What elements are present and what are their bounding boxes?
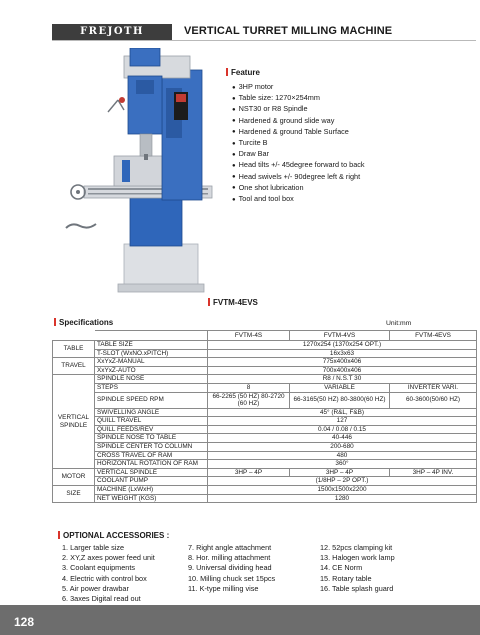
feature-item: ● Tool and tool box [232,194,365,205]
table-row [53,477,477,486]
list-item: 4. Electric with control box [62,573,147,583]
list-item: 14. CE Norm [320,563,363,573]
feature-item: ● Table size: 1270×254mm [232,93,365,104]
table-row [53,434,477,443]
table-row [53,451,477,460]
row-value: 127 [208,417,477,426]
row-value: 360° [208,460,477,469]
accessories-list [320,543,395,594]
row-label: SPINDLE SPEED RPM [95,392,208,408]
table-row [53,425,477,434]
list-item: 1. Larger table size [62,543,125,552]
row-label: NET WEIGHT (KGS) [95,494,208,503]
row-value: 66-2265 (50 HZ) 80-2720 (60 HZ) [208,392,290,408]
group-label: MOTOR [53,468,95,485]
row-value: 1270x254 (1370x254 OPT.) [208,341,477,350]
row-label: QUILL TRAVEL [95,417,208,426]
row-value: 775x400x406 [208,358,477,367]
row-value: 45° (R&L, F&B) [208,408,477,417]
accent-bar [226,68,228,76]
feature-item: ● Hardened & ground slide way [232,116,365,127]
model-caption [208,298,258,307]
group-label: VERTICAL SPINDLE [53,375,95,468]
row-value: 3HP – 4P INV. [390,468,477,477]
accent-bar [208,298,210,306]
feature-item: ● 3HP motor [232,82,365,93]
empty-header-cell [95,331,208,341]
list-item: 5. Air power drawbar [62,583,129,593]
row-value: 1500x1500x2200 [208,485,477,494]
model-header: FVTM-4S [208,331,290,341]
list-item: 2. XY,Z axes power feed unit [62,553,155,563]
row-label: HORIZONTAL ROTATION OF RAM [95,460,208,469]
table-row [53,392,477,408]
row-label: STEPS [95,383,208,392]
row-label: SPINDLE CENTER TO COLUMN [95,442,208,451]
table-row [53,494,477,503]
list-item: 11. K-type milling vise [188,583,259,593]
feature-item: ● NST30 or R8 Spindle [232,104,365,115]
row-label: CROSS TRAVEL OF RAM [95,451,208,460]
list-item: 15. Rotary table [320,573,372,583]
row-label: MACHINE (LxWxH) [95,485,208,494]
list-item: 6. 3axes Digital read out [62,594,141,604]
header-divider [52,40,476,41]
table-row [53,417,477,426]
list-item: 16. Table splash guard [320,583,394,593]
row-value: 200-680 [208,442,477,451]
list-item: 9. Universal dividing head [188,563,272,573]
empty-header-cell [53,331,95,341]
specifications-table [52,330,476,503]
feature-item: ● One shot lubrication [232,183,365,194]
row-value: VARIABLE [290,383,390,392]
feature-item: ● Head tilts +/- 45degree forward to back [232,160,365,171]
list-item: 13. Halogen work lamp [320,553,395,563]
row-label: QUILL FEEDS/REV [95,425,208,434]
table-row [53,349,477,358]
model-caption-text: FVTM-4EVS [213,298,258,307]
row-value: 40-446 [208,434,477,443]
table-header-row [53,331,477,341]
row-value: 700x400x406 [208,366,477,375]
accent-bar [58,531,60,539]
page-title: VERTICAL TURRET MILLING MACHINE [184,25,393,37]
accessories-list [62,543,155,604]
feature-item: ● Draw Bar [232,149,365,160]
list-item: 8. Hor. milling attachment [188,553,271,563]
model-header: FVTM-4VS [290,331,390,341]
table-row [53,468,477,477]
row-label: XxYxZ-MANUAL [95,358,208,367]
row-label: SPINDLE NOSE TO TABLE [95,434,208,443]
footer-bar [0,605,480,635]
row-label: TABLE SIZE [95,341,208,350]
row-label: SPINDLE NOSE [95,375,208,384]
row-label: XxYxZ-AUTO [95,366,208,375]
accessories-list [188,543,275,594]
row-value: 66-3165(50 HZ) 80-3800(60 HZ) [290,392,390,408]
row-label: T-SLOT (WxNO.xPITCH) [95,349,208,358]
table-row [53,442,477,451]
list-item: 10. Milling chuck set 15pcs [188,573,276,583]
row-value: 3HP – 4P [208,468,290,477]
specifications-heading [54,318,113,327]
table-row [53,383,477,392]
row-label: SWIVELLING ANGLE [95,408,208,417]
list-item: 3. Coolant equipments [62,563,136,573]
accent-bar [54,318,56,326]
feature-list [232,82,365,205]
list-item: 7. Right angle attachment [188,543,272,552]
table-row [53,485,477,494]
feature-item: ● Head swivels +/- 90degree left & right [232,172,365,183]
row-value: INVERTER VARI. [390,383,477,392]
feature-heading [226,68,260,77]
table-row [53,460,477,469]
row-value: 3HP – 4P [290,468,390,477]
accessories-heading-text: OPTIONAL ACCESSORIES : [63,531,170,540]
row-value: 60-3600(50/60 HZ) [390,392,477,408]
table-row [53,341,477,350]
table-row [53,408,477,417]
unit-label: Unit:mm [386,320,412,327]
row-value: 8 [208,383,290,392]
row-value: 16x3x63 [208,349,477,358]
page-number: 128 [14,615,35,629]
group-label: SIZE [53,485,95,502]
milling-machine-image [58,48,216,298]
group-label: TABLE [53,341,95,358]
row-value: 0.04 / 0.08 / 0.15 [208,425,477,434]
feature-heading-text: Feature [231,68,260,77]
group-label: TRAVEL [53,358,95,375]
list-item: 12. 52pcs clamping kit [320,543,393,552]
table-row [53,366,477,375]
specifications-heading-text: Specifications [59,318,114,327]
accessories-heading [58,531,169,540]
feature-item: ● Hardened & ground Table Surface [232,127,365,138]
table-row [53,358,477,367]
row-label: VERTICAL SPINDLE [95,468,208,477]
brand-logo: FREJOTH [52,24,172,40]
feature-item: ● Turcite B [232,138,365,149]
row-value: (1/8HP – 2P OPT.) [208,477,477,486]
row-value: R8 / N.S.T 30 [208,375,477,384]
row-value: 1280 [208,494,477,503]
row-label: COOLANT PUMP [95,477,208,486]
model-header: FVTM-4EVS [390,331,477,341]
table-row [53,375,477,384]
row-value: 480 [208,451,477,460]
